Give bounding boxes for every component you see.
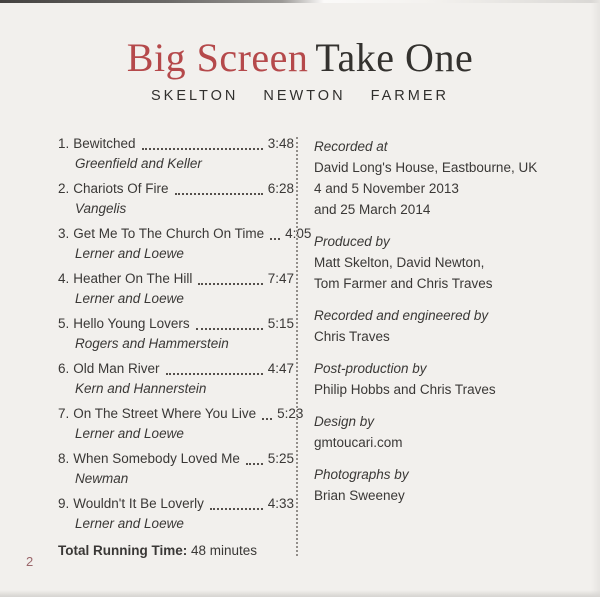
dot-leader: [196, 328, 263, 330]
credit-group: [314, 464, 578, 506]
track-item: [58, 314, 294, 354]
track-composer: Vangelis: [75, 201, 127, 216]
track-duration: 5:25: [267, 451, 294, 466]
track-line: [58, 449, 294, 469]
dot-leader: [262, 418, 272, 420]
credit-line: and 25 March 2014: [314, 202, 431, 217]
credit-heading: Recorded at: [314, 139, 388, 154]
album-title-rest: Take One: [315, 35, 474, 80]
page-number: 2: [26, 554, 34, 569]
total-running-time-value: 48 minutes: [191, 543, 258, 558]
track-number: 9.: [58, 496, 70, 511]
credit-lines: [314, 432, 578, 453]
credit-heading: Photographs by: [314, 467, 409, 482]
track-number: 3.: [58, 226, 70, 241]
track-item: [58, 494, 294, 534]
track-line: [58, 224, 312, 244]
track-number: 6.: [58, 361, 70, 376]
track-item: [58, 449, 294, 489]
credit-heading: Design by: [314, 414, 375, 429]
track-duration: 7:47: [267, 271, 294, 286]
credit-lines: [314, 157, 578, 220]
dot-leader: [198, 283, 262, 285]
credits-column: [314, 136, 578, 517]
track-item: [58, 404, 304, 444]
track-item: [58, 224, 312, 264]
track-number: 2.: [58, 181, 70, 196]
credit-line: David Long's House, Eastbourne, UK: [314, 160, 538, 175]
track-title: Bewitched: [73, 136, 136, 151]
credit-line: gmtoucari.com: [314, 435, 403, 450]
credit-heading: Produced by: [314, 234, 390, 249]
track-duration: 6:28: [267, 181, 294, 196]
credit-heading: Post-production by: [314, 361, 427, 376]
track-duration: 5:23: [277, 406, 304, 421]
track-title: Get Me To The Church On Time: [73, 226, 265, 241]
track-title: Chariots Of Fire: [73, 181, 169, 196]
track-item: [58, 134, 294, 174]
credit-line: Chris Traves: [314, 329, 390, 344]
credit-lines: [314, 379, 578, 400]
header: [0, 36, 600, 105]
total-running-time-label: Total Running Time:: [58, 543, 188, 558]
track-number: 4.: [58, 271, 70, 286]
credit-line: 4 and 5 November 2013: [314, 181, 459, 196]
track-title: Hello Young Lovers: [73, 316, 190, 331]
track-line: [58, 359, 294, 379]
dot-leader: [175, 193, 263, 195]
track-duration: 4:33: [267, 496, 294, 511]
scan-edge-top: [0, 0, 600, 3]
track-composer: Newman: [75, 471, 129, 486]
track-composer: Lerner and Loewe: [75, 426, 184, 441]
track-composer: Lerner and Loewe: [75, 516, 184, 531]
credit-group: [314, 305, 578, 347]
artist-names: SKELTON NEWTON FARMER: [151, 88, 449, 104]
track-list-column: [58, 134, 312, 561]
track-number: 1.: [58, 136, 70, 151]
credit-lines: [314, 326, 578, 347]
track-composer: Rogers and Hammerstein: [75, 336, 229, 351]
track-title: Old Man River: [73, 361, 160, 376]
track-line: [58, 134, 294, 154]
credit-line: Tom Farmer and Chris Traves: [314, 276, 493, 291]
track-title: When Somebody Loved Me: [73, 451, 240, 466]
album-title-accent: Big Screen: [126, 35, 309, 80]
track-title: Heather On The Hill: [73, 271, 193, 286]
track-line: [58, 404, 304, 424]
credit-heading: Recorded and engineered by: [314, 308, 489, 323]
credit-line: Matt Skelton, David Newton,: [314, 255, 485, 270]
track-duration: 3:48: [267, 136, 294, 151]
track-line: [58, 179, 294, 199]
credit-line: Philip Hobbs and Chris Traves: [314, 382, 496, 397]
track-number: 8.: [58, 451, 70, 466]
track-duration: 5:15: [267, 316, 294, 331]
credit-group: [314, 358, 578, 400]
track-line: [58, 269, 294, 289]
track-item: [58, 179, 294, 219]
track-title: On The Street Where You Live: [73, 406, 257, 421]
track-line: [58, 314, 294, 334]
credit-lines: [314, 485, 578, 506]
credit-group: [314, 411, 578, 453]
credit-lines: [314, 252, 578, 294]
track-item: [58, 269, 294, 309]
track-composer: Lerner and Loewe: [75, 291, 184, 306]
track-item: [58, 359, 294, 399]
dot-leader: [210, 508, 263, 510]
track-duration: 4:47: [267, 361, 294, 376]
track-composer: Kern and Hannerstein: [75, 381, 207, 396]
scan-edge-bottom: [0, 590, 600, 597]
track-duration: 4:05: [285, 226, 312, 241]
dot-leader: [142, 148, 263, 150]
dot-leader: [166, 373, 263, 375]
track-composer: Greenfield and Keller: [75, 156, 202, 171]
track-composer: Lerner and Loewe: [75, 246, 184, 261]
total-running-time: [58, 541, 294, 561]
track-number: 5.: [58, 316, 70, 331]
album-title: [0, 36, 600, 80]
dot-leader: [246, 463, 263, 465]
column-divider: [296, 137, 298, 556]
dot-leader: [270, 238, 280, 240]
track-title: Wouldn't It Be Loverly: [73, 496, 204, 511]
credit-line: Brian Sweeney: [314, 488, 405, 503]
track-line: [58, 494, 294, 514]
credit-group: [314, 231, 578, 294]
credit-group: [314, 136, 578, 220]
track-list: [58, 134, 312, 534]
track-number: 7.: [58, 406, 70, 421]
